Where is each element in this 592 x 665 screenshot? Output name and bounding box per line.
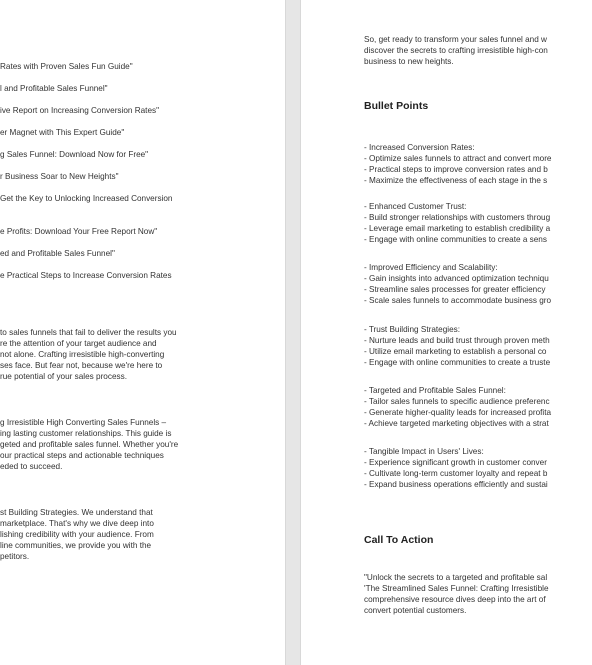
intro-line: So, get ready to transform your sales funnel and w [364, 35, 547, 44]
bullet-points-heading: Bullet Points [364, 100, 429, 112]
paragraph-line: g Irresistible High Converting Sales Funnels – [0, 418, 167, 427]
title-line: g Sales Funnel: Download Now for Free" [0, 150, 149, 159]
bullet-item: - Leverage email marketing to establish credibility a [364, 224, 551, 233]
bullet-item: - Gain insights into advanced optimization techniqu [364, 274, 549, 283]
right-page [300, 0, 592, 665]
title-line: Get the Key to Unlocking Increased Conversion [0, 194, 173, 203]
bullet-item: - Maximize the effectiveness of each stage in the s [364, 176, 548, 185]
paragraph-line: not alone. Crafting irresistible high-converting [0, 350, 165, 359]
bullet-item: - Engage with online communities to create a truste [364, 358, 551, 367]
bullet-item: - Streamline sales processes for greater efficiency [364, 285, 546, 294]
paragraph-line: petitors. [0, 552, 30, 561]
group-title: - Increased Conversion Rates: [364, 143, 475, 152]
paragraph-line: ing lasting customer relationships. This guide is [0, 429, 172, 438]
paragraph-line: rue potential of your sales process. [0, 372, 127, 381]
intro-line: business to new heights. [364, 57, 454, 66]
paragraph-line: lishing credibility with your audience. From [0, 530, 154, 539]
paragraph-line: to sales funnels that fail to deliver the results you [0, 328, 177, 337]
bullet-item: - Scale sales funnels to accommodate business gro [364, 296, 552, 305]
bullet-item: - Practical steps to improve conversion rates and b [364, 165, 548, 174]
cta-line: comprehensive resource dives deep into the art of [364, 595, 546, 604]
title-line: r Business Soar to New Heights" [0, 172, 119, 181]
title-line: e Profits: Download Your Free Report Now" [0, 227, 158, 236]
bullet-item: - Cultivate long-term customer loyalty and repeat b [364, 469, 548, 478]
paragraph-line: st Building Strategies. We understand that [0, 508, 153, 517]
bullet-item: - Achieve targeted marketing objectives with a strat [364, 419, 549, 428]
bullet-item: - Experience significant growth in customer conver [364, 458, 547, 467]
intro-line: discover the secrets to crafting irresistible high-con [364, 46, 548, 55]
group-title: - Enhanced Customer Trust: [364, 202, 467, 211]
paragraph-line: eded to succeed. [0, 462, 63, 471]
paragraph-line: ses face. But fear not, because we're here to [0, 361, 163, 370]
group-title: - Trust Building Strategies: [364, 325, 461, 334]
title-line: ive Report on Increasing Conversion Rates" [0, 106, 160, 115]
group-title: - Tangible Impact in Users' Lives: [364, 447, 484, 456]
bullet-item: - Generate higher-quality leads for increased profita [364, 408, 552, 417]
title-line: er Magnet with This Expert Guide" [0, 128, 125, 137]
paragraph-line: re the attention of your target audience and [0, 339, 157, 348]
bullet-item: - Utilize email marketing to establish a personal co [364, 347, 547, 356]
cta-line: convert potential customers. [364, 606, 467, 615]
title-line: e Practical Steps to Increase Conversion Rates [0, 271, 172, 280]
bullet-item: - Expand business operations efficiently and sustai [364, 480, 548, 489]
bullet-item: - Nurture leads and build trust through proven meth [364, 336, 550, 345]
paragraph-line: our practical steps and actionable techniques [0, 451, 164, 460]
group-title: - Improved Efficiency and Scalability: [364, 263, 498, 272]
title-line: Rates with Proven Sales Fun Guide" [0, 62, 133, 71]
paragraph-line: line communities, we provide you with the [0, 541, 152, 550]
cta-line: 'The Streamlined Sales Funnel: Crafting Irresistible [364, 584, 549, 593]
bullet-item: - Tailor sales funnels to specific audience preferenc [364, 397, 550, 406]
page-gutter [286, 0, 300, 665]
title-line: ed and Profitable Sales Funnel" [0, 249, 115, 258]
title-line: l and Profitable Sales Funnel" [0, 84, 108, 93]
bullet-item: - Build stronger relationships with customers throug [364, 213, 551, 222]
cta-line: "Unlock the secrets to a targeted and profitable sal [364, 573, 548, 582]
bullet-item: - Engage with online communities to create a sens [364, 235, 547, 244]
group-title: - Targeted and Profitable Sales Funnel: [364, 386, 506, 395]
bullet-item: - Optimize sales funnels to attract and convert more [364, 154, 552, 163]
left-page [0, 0, 286, 665]
paragraph-line: marketplace. That's why we dive deep into [0, 519, 154, 528]
call-to-action-heading: Call To Action [364, 534, 434, 546]
paragraph-line: geted and profitable sales funnel. Whether you're [0, 440, 179, 449]
